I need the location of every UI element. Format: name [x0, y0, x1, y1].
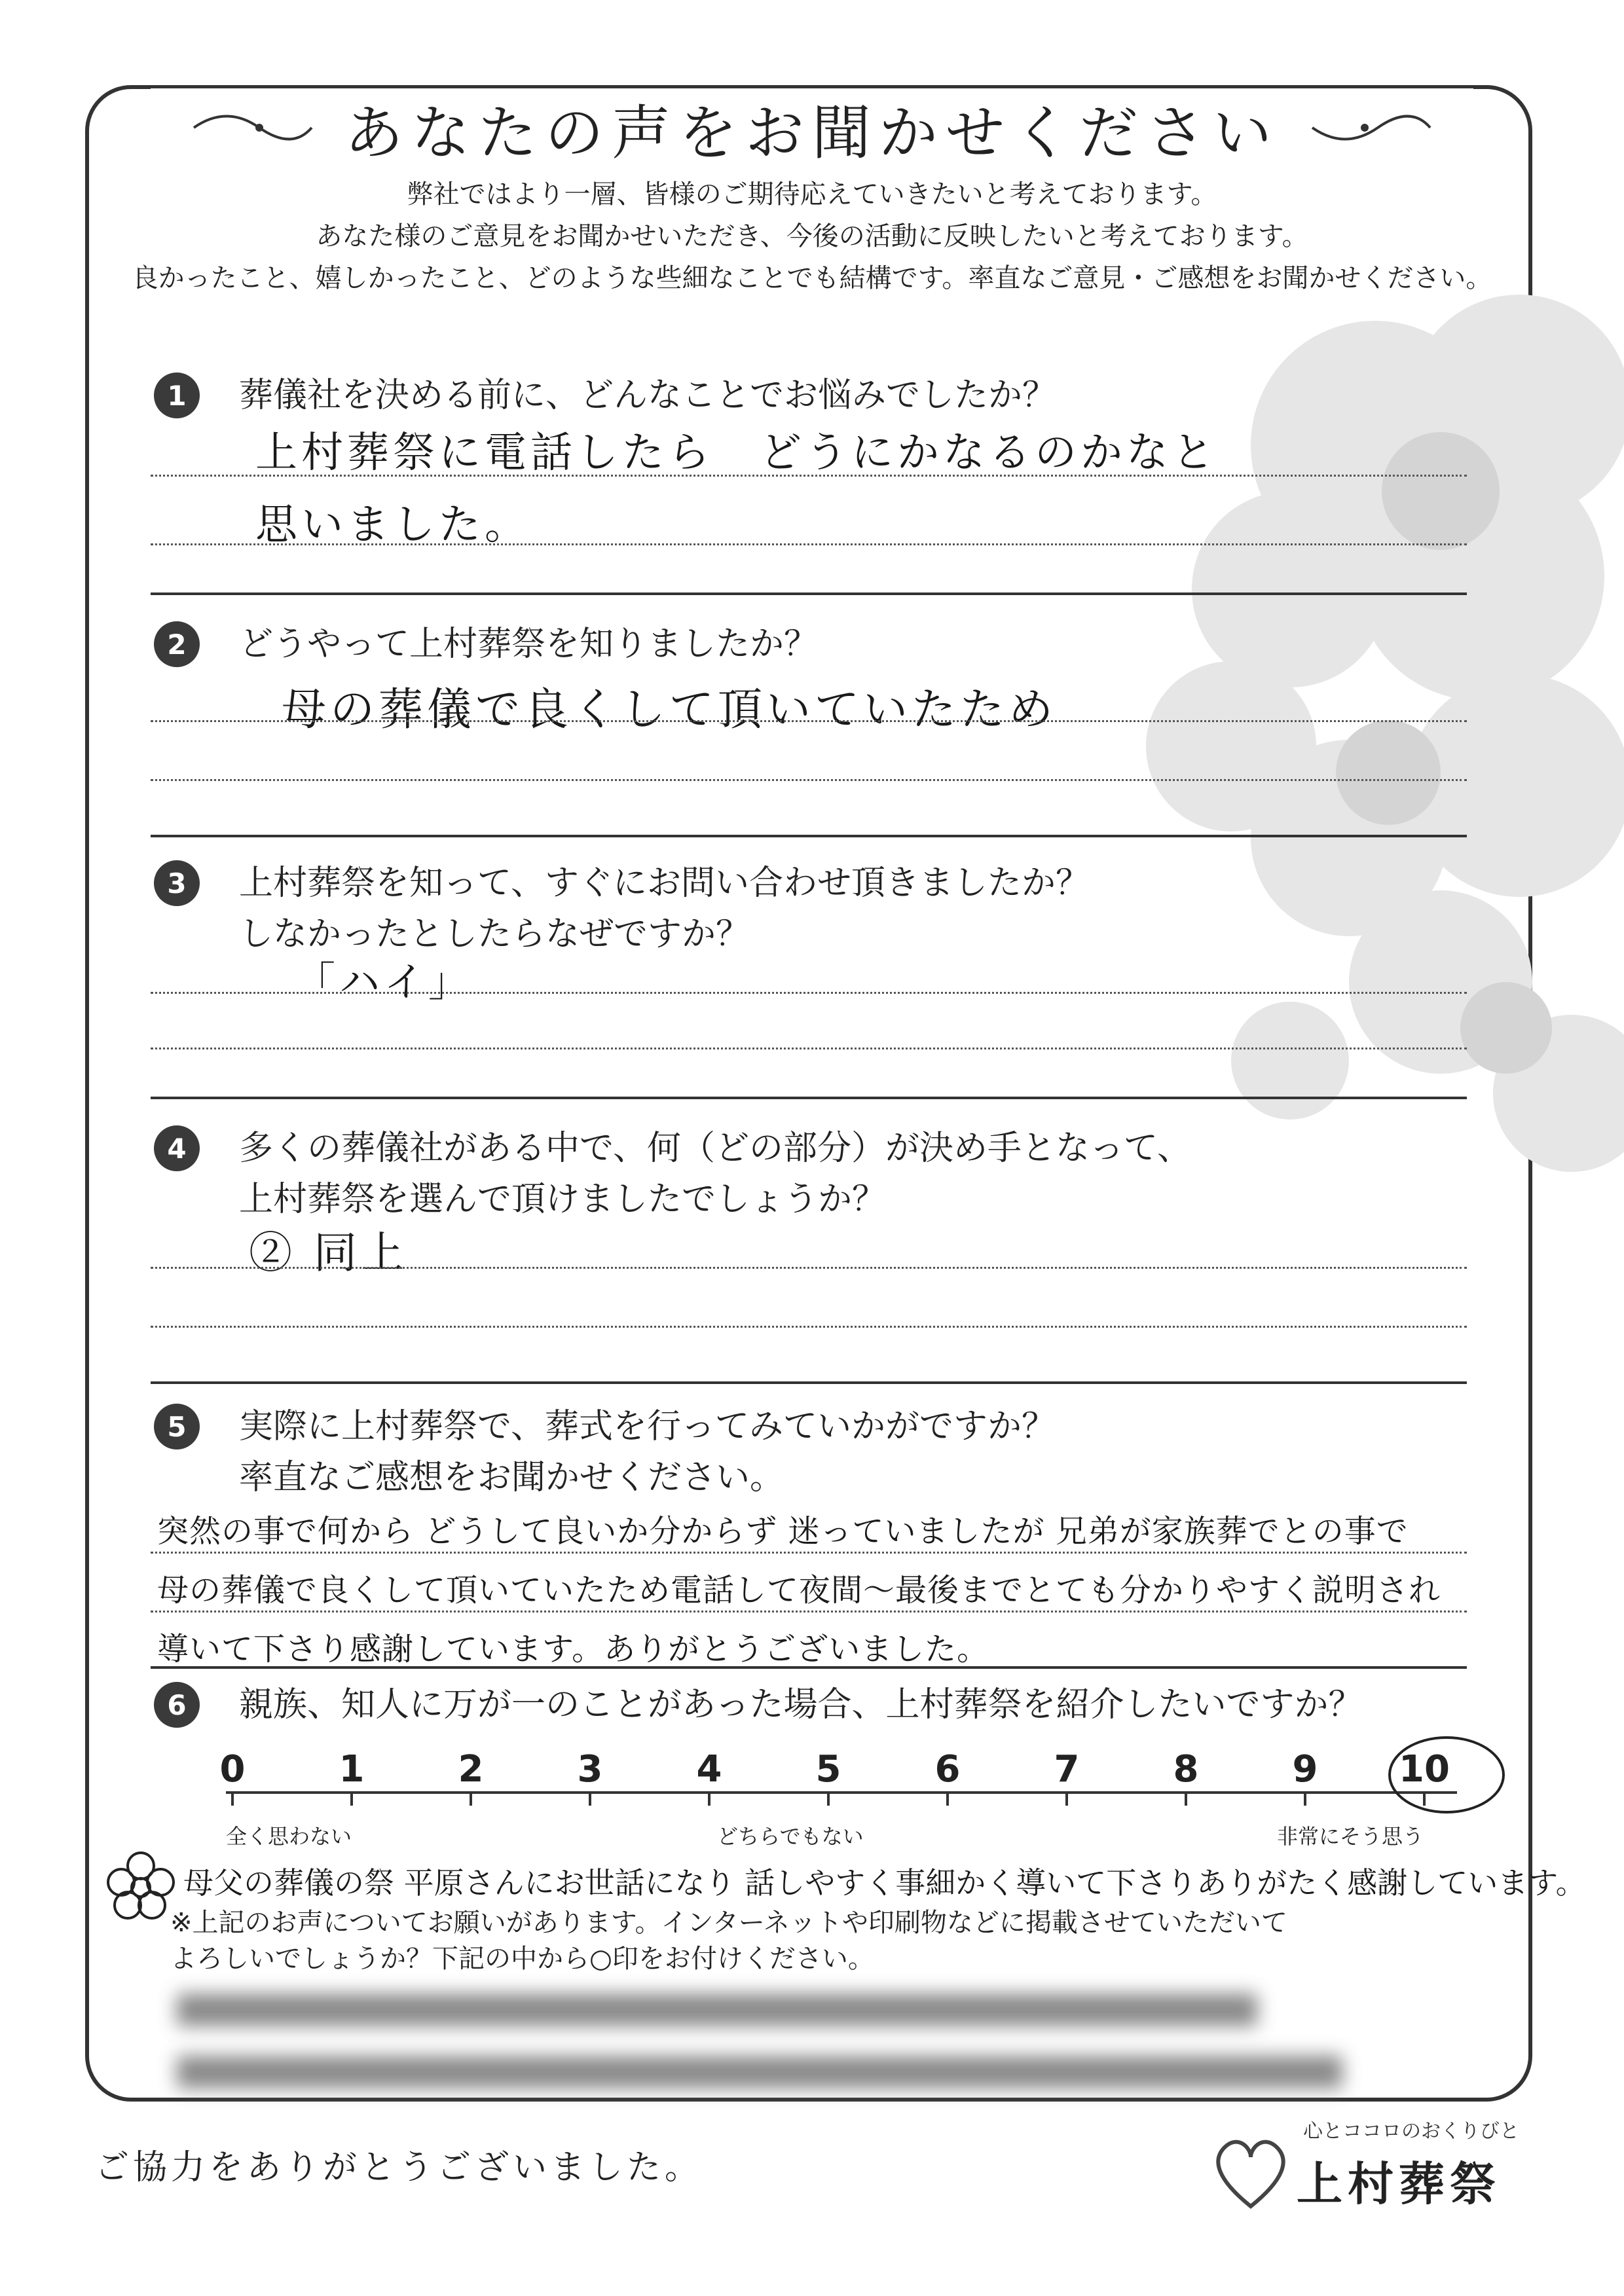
handwritten-answer: 導いて下さり感謝しています。ありがとうございました。 — [157, 1631, 989, 1667]
section-divider — [151, 1381, 1467, 1384]
footer-thanks: ご協力をありがとうございました。 — [95, 2148, 703, 2187]
page-title: あなたの声をお聞かせください — [344, 99, 1280, 168]
rating-option-10[interactable]: 10 — [1399, 1748, 1450, 1791]
handwritten-answer: 「ハイ」 — [295, 958, 473, 1006]
question-text — [239, 1123, 1191, 1225]
answer-line — [151, 543, 1467, 545]
rating-tick — [231, 1791, 234, 1806]
logo-tagline: 心とココロのおくりびと — [1303, 2120, 1519, 2143]
rating-option-6[interactable]: 6 — [934, 1748, 961, 1791]
section-divider — [151, 592, 1467, 595]
rating-tick — [708, 1791, 710, 1806]
answer-line — [151, 779, 1467, 781]
company-logo — [1211, 2115, 1519, 2219]
answer-line — [151, 720, 1467, 722]
redacted-options-row — [177, 1994, 1257, 2026]
question-text — [239, 858, 1090, 960]
rating-option-8[interactable]: 8 — [1173, 1748, 1199, 1791]
scale-label-low: 全く思わない — [226, 1824, 352, 1849]
section-divider — [151, 835, 1467, 837]
rating-option-5[interactable]: 5 — [815, 1748, 841, 1791]
consent-note-line: ※上記のお声についてお願いがあります。インターネットや印刷物などに掲載させていただいて — [170, 1908, 1287, 1938]
question-number-badge: 6 — [154, 1682, 200, 1728]
intro-line: 弊社ではより一層、皆様のご期待応えていきたいと考えております。 — [407, 179, 1217, 210]
question-number-badge: 5 — [154, 1404, 200, 1449]
flower-doodle-icon — [105, 1850, 177, 1922]
rating-tick — [1065, 1791, 1068, 1806]
scale-label-high: 非常にそう思う — [1277, 1824, 1424, 1849]
rating-option-3[interactable]: 3 — [577, 1748, 603, 1791]
answer-line — [151, 1048, 1467, 1049]
rating-tick — [589, 1791, 591, 1806]
handwritten-answer: 母の葬儀で良くして頂いていたため電話して夜間～最後までとても分かりやすく説明され — [157, 1572, 1441, 1609]
intro-text — [131, 173, 1493, 299]
rating-tick — [350, 1791, 353, 1806]
question-line: 実際に上村葬祭で、葬式を行ってみていかがですか？ — [239, 1407, 1056, 1446]
rating-option-0[interactable]: 0 — [219, 1748, 246, 1791]
answer-line — [151, 1267, 1467, 1269]
rating-option-2[interactable]: 2 — [458, 1748, 484, 1791]
question-number-badge: 1 — [154, 373, 200, 418]
answer-line — [151, 1326, 1467, 1328]
consent-note-line: よろしいでしょうか？下記の中から○印をお付けください。 — [170, 1944, 874, 1974]
intro-line: あなた様のご意見をお聞かせいただき、今後の活動に反映したいと考えております。 — [316, 221, 1308, 251]
question-text — [239, 1401, 1056, 1503]
left-ornament-icon — [187, 105, 318, 151]
rating-option-1[interactable]: 1 — [339, 1748, 365, 1791]
redacted-options-row — [177, 2056, 1342, 2088]
handwritten-answer: 母の葬儀で良くして頂いていたため — [282, 684, 1058, 736]
question-text: 葬儀社を決める前に、どんなことでお悩みでしたか？ — [239, 376, 1057, 415]
selected-rating-circle — [1388, 1736, 1505, 1813]
rating-scale-line — [226, 1791, 1457, 1794]
question-line: しなかったとしたらなぜですか？ — [239, 915, 750, 954]
rating-tick — [946, 1791, 949, 1806]
question-line: 上村葬祭を知って、すぐにお問い合わせ頂きましたか？ — [239, 864, 1090, 903]
question-number-badge: 4 — [154, 1125, 200, 1171]
rating-tick — [1185, 1791, 1187, 1806]
answer-line — [151, 1552, 1467, 1554]
scale-label-mid: どちらでもない — [717, 1824, 864, 1849]
rating-option-4[interactable]: 4 — [696, 1748, 722, 1791]
section-divider — [151, 1666, 1467, 1669]
section-divider — [151, 1097, 1467, 1099]
rating-option-7[interactable]: 7 — [1054, 1748, 1080, 1791]
question-line: 上村葬祭を選んで頂けましたでしょうか？ — [239, 1180, 887, 1219]
answer-line — [151, 992, 1467, 994]
right-ornament-icon — [1306, 105, 1437, 151]
handwritten-answer: 上村葬祭に電話したら どうにかなるのかなと — [255, 429, 1218, 477]
handwritten-answer: ② 同上 — [249, 1228, 408, 1278]
rating-tick — [1304, 1791, 1306, 1806]
handwritten-answer: 思いました。 — [255, 501, 530, 549]
rating-option-9[interactable]: 9 — [1292, 1748, 1318, 1791]
question-number-badge: 3 — [154, 860, 200, 906]
handwritten-comment: 母父の葬儀の祭 平原さんにお世話になり 話しやすく事細かく導いて下さりありがたく感謝しています。 — [183, 1865, 1586, 1901]
question-text: どうやって上村葬祭を知りましたか？ — [239, 625, 819, 664]
rating-tick — [827, 1791, 830, 1806]
answer-line — [151, 1611, 1467, 1613]
answer-line — [151, 475, 1467, 477]
question-text: 親族、知人に万が一のことがあった場合、上村葬祭を紹介したいですか？ — [239, 1685, 1363, 1724]
handwritten-answer: 突然の事で何から どうして良いか分からず 迷っていましたが 兄弟が家族葬でとの事で — [157, 1513, 1409, 1550]
title-row — [151, 88, 1473, 167]
logo-name: 上村葬祭 — [1297, 2157, 1501, 2211]
rating-tick — [470, 1791, 472, 1806]
heart-logo-icon — [1211, 2128, 1290, 2213]
intro-line: 良かったこと、嬉しかったこと、どのような些細なことでも結構です。率直なご意見・ご感想をお聞かせください。 — [132, 263, 1492, 293]
question-number-badge: 2 — [154, 621, 200, 667]
question-line: 多くの葬儀社がある中で、何（どの部分）が決め手となって、 — [239, 1129, 1191, 1168]
question-line: 率直なご感想をお聞かせください。 — [239, 1458, 784, 1497]
